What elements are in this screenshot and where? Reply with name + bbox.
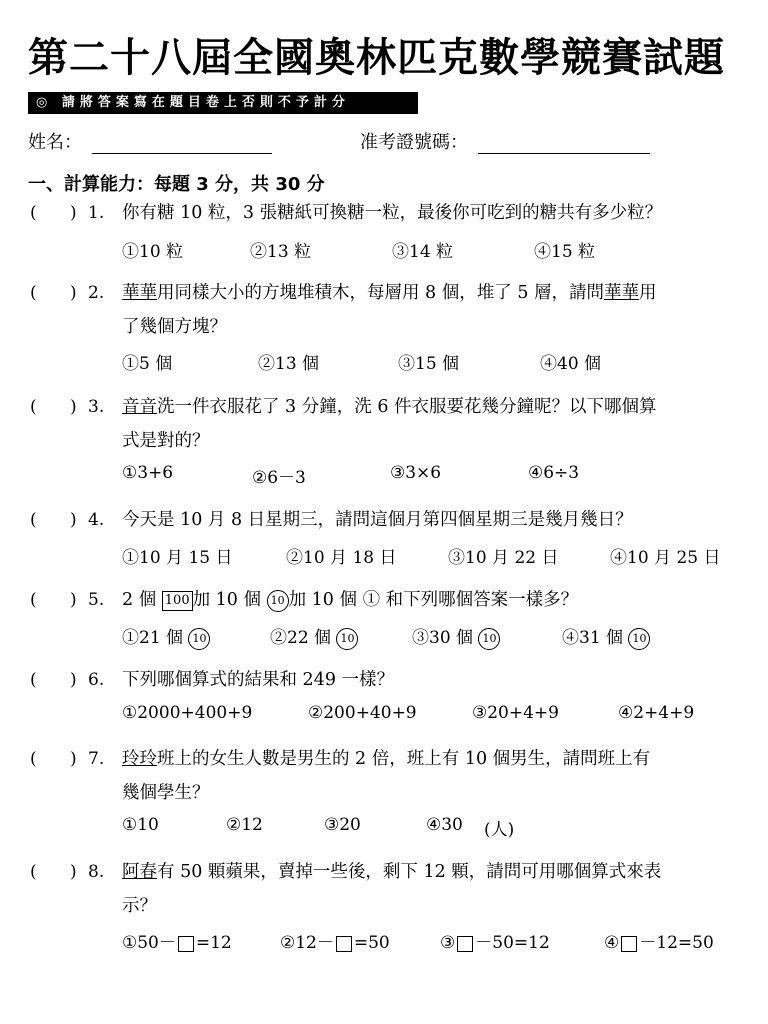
question-text: 玲玲班上的女生人數是男生的 2 倍，班上有 10 個男生，請問班上有 幾個學生？: [122, 749, 651, 803]
option-2: ②10 月 18 日: [286, 548, 397, 568]
answer-blank[interactable]: ( ): [30, 590, 77, 610]
exam-id-label: 准考證號碼：: [360, 132, 468, 153]
option-1: ①5 個: [122, 354, 173, 374]
option-1: ①21 個 10: [122, 623, 210, 650]
exam-id-blank[interactable]: [478, 135, 650, 154]
option-4: ④31 個 10: [562, 623, 650, 650]
ten-coin: 10: [188, 628, 210, 650]
question-text: 音音洗一件衣服花了 3 分鐘，洗 6 件衣服要花幾分鐘呢？以下哪個算 式是對的？: [122, 397, 657, 451]
option-3: ③15 個: [398, 354, 460, 374]
blank-box: [621, 936, 637, 952]
option-3: ③14 粒: [392, 242, 454, 262]
name-label: 姓名：: [28, 132, 82, 153]
person-name: 阿春: [122, 862, 157, 882]
question-number: 7.: [88, 749, 105, 769]
option-1: ①2000+400+9: [122, 703, 253, 723]
blank-box: [178, 936, 194, 952]
option-4: ④10 月 25 日: [610, 548, 721, 568]
exam-title: 第二十八屆全國奧林匹克數學競賽試題: [28, 35, 725, 81]
ten-coin: 10: [267, 590, 289, 612]
question-number: 1.: [88, 203, 105, 223]
option-2: ②12: [226, 815, 263, 835]
answer-blank[interactable]: ( ): [30, 749, 77, 769]
option-3: ③10 月 22 日: [448, 548, 559, 568]
ten-coin: 10: [336, 628, 358, 650]
ten-coin: 10: [628, 628, 650, 650]
option-3: ③ －50=12: [440, 933, 550, 953]
question-number: 4.: [88, 510, 105, 530]
option-1: ①10 粒: [122, 242, 184, 262]
blank-box: [336, 936, 352, 952]
unit-label: (人): [484, 820, 515, 840]
question-text: 華華用同樣大小的方塊堆積木，每層用 8 個，堆了 5 層，請問華華用 了幾個方塊？: [122, 283, 657, 337]
blank-box: [457, 936, 473, 952]
option-2: ②22 個 10: [270, 623, 358, 650]
question-text: 今天是 10 月 8 日星期三，請問這個月第四個星期三是幾月幾日？: [122, 510, 633, 530]
question-number: 6.: [88, 670, 105, 690]
option-4: ④6÷3: [528, 463, 580, 483]
option-3: ③20: [324, 815, 361, 835]
answer-blank[interactable]: ( ): [30, 670, 77, 690]
option-2: ②12－ =50: [280, 933, 390, 953]
section-heading: 一、計算能力：每題 3 分，共 30 分: [28, 174, 325, 195]
answer-blank[interactable]: ( ): [30, 283, 77, 303]
option-4: ④15 粒: [534, 242, 596, 262]
person-name: 華華: [604, 283, 640, 303]
question-text: 下列哪個算式的結果和 249 一樣？: [122, 670, 395, 690]
option-4: ④ －12=50: [604, 933, 714, 953]
question-text: 你有糖 10 粒，3 張糖紙可換糖一粒，最後你可吃到的糖共有多少粒？: [122, 203, 663, 223]
answer-blank[interactable]: ( ): [30, 203, 77, 223]
option-1: ①3+6: [122, 463, 174, 483]
option-2: ②200+40+9: [308, 703, 417, 723]
exam-id-field: [360, 128, 650, 154]
option-1: ①10: [122, 815, 159, 835]
option-3: ③3×6: [390, 463, 442, 483]
option-2: ②6－3: [252, 468, 306, 488]
question-number: 3.: [88, 397, 105, 417]
option-4: ④40 個: [540, 354, 602, 374]
option-3: ③20+4+9: [472, 703, 559, 723]
option-2: ②13 個: [258, 354, 320, 374]
option-1: ①50－ =12: [122, 933, 232, 953]
person-name: 玲玲: [122, 749, 157, 769]
option-1: ①10 月 15 日: [122, 548, 233, 568]
option-2: ②13 粒: [250, 242, 312, 262]
answer-blank[interactable]: ( ): [30, 397, 77, 417]
ten-coin: 10: [478, 628, 500, 650]
option-4: ④2+4+9: [618, 703, 695, 723]
person-name: 音音: [122, 397, 157, 417]
name-field: [28, 128, 272, 154]
answer-blank[interactable]: ( ): [30, 510, 77, 530]
question-text: 2 個 100 加 10 個 10 加 10 個 ① 和下列哪個答案一樣多？: [122, 590, 579, 610]
answer-blank[interactable]: ( ): [30, 862, 77, 882]
question-number: 5.: [88, 590, 105, 610]
person-name: 華華: [122, 283, 157, 303]
question-number: 8.: [88, 862, 105, 882]
name-blank[interactable]: [92, 135, 272, 154]
option-4: ④30: [426, 815, 463, 835]
option-3: ③30 個 10: [412, 623, 500, 650]
one-coin: ①: [362, 590, 381, 610]
instruction-banner: ◎ 請將答案寫在題目卷上否則不予計分: [28, 92, 418, 114]
question-number: 2.: [88, 283, 105, 303]
question-text: 阿春有 50 顆蘋果，賣掉一些後，剩下 12 顆，請問可用哪個算式來表 示？: [122, 862, 662, 916]
hundred-block: 100: [162, 591, 193, 611]
